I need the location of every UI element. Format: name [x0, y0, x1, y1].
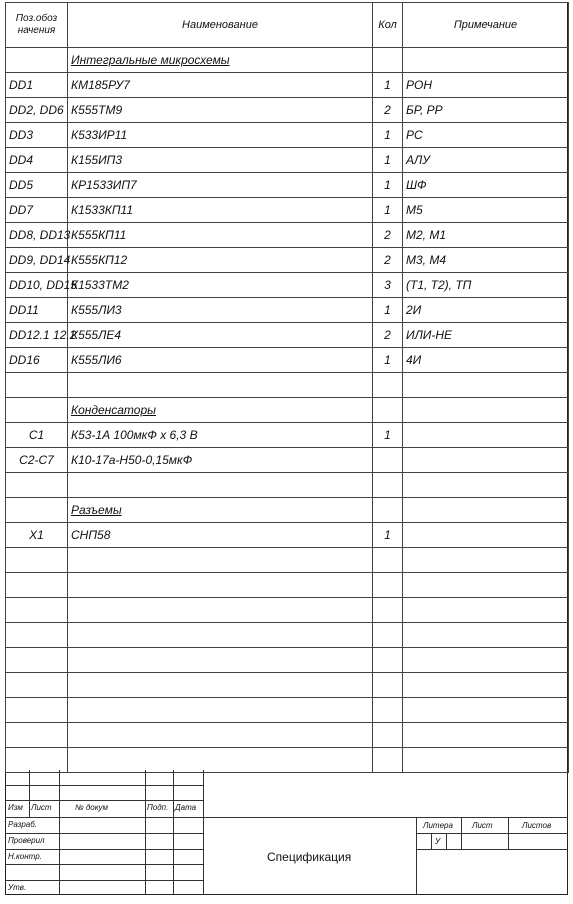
cell-qty [373, 398, 403, 423]
tb-developed-label: Разраб. [8, 820, 37, 829]
title-block [5, 770, 568, 895]
cell-name: К555КП11 [68, 223, 373, 248]
cell-qty [373, 498, 403, 523]
cell-qty [373, 548, 403, 573]
cell-qty: 2 [373, 248, 403, 273]
cell-position: DD11 [6, 298, 68, 323]
table-row [6, 348, 569, 373]
table-row [6, 673, 569, 698]
cell-name: СНП58 [68, 523, 373, 548]
cell-note [403, 748, 569, 773]
tb-list-label: Лист [31, 803, 52, 812]
cell-position [6, 398, 68, 423]
cell-name: КР1533ИП7 [68, 173, 373, 198]
cell-note: БР, РР [403, 98, 569, 123]
table-row [6, 248, 569, 273]
cell-name [68, 473, 373, 498]
cell-qty: 1 [373, 423, 403, 448]
table-row [6, 723, 569, 748]
cell-note [403, 473, 569, 498]
table-row [6, 73, 569, 98]
specification-table [5, 2, 569, 773]
table-row [6, 48, 569, 73]
cell-note: М5 [403, 198, 569, 223]
cell-name [68, 673, 373, 698]
tb-norm-control-label: Н.контр. [8, 852, 42, 861]
table-row [6, 373, 569, 398]
table-row [6, 223, 569, 248]
cell-qty: 1 [373, 198, 403, 223]
cell-position [6, 548, 68, 573]
cell-qty [373, 473, 403, 498]
cell-position: C2-C7 [6, 448, 68, 473]
specification-body [6, 48, 569, 773]
cell-position: DD7 [6, 198, 68, 223]
cell-qty: 1 [373, 523, 403, 548]
cell-qty [373, 723, 403, 748]
cell-qty: 2 [373, 98, 403, 123]
cell-note [403, 523, 569, 548]
cell-name: К533ИР11 [68, 123, 373, 148]
table-row [6, 598, 569, 623]
cell-name: К155ИП3 [68, 148, 373, 173]
cell-note: (Т1, Т2), ТП [403, 273, 569, 298]
tb-sheets-label: Листов [522, 821, 552, 830]
cell-qty: 1 [373, 298, 403, 323]
cell-position [6, 698, 68, 723]
cell-qty [373, 48, 403, 73]
cell-note [403, 48, 569, 73]
header-note: Примечание [403, 3, 569, 48]
document-title: Спецификация [267, 850, 352, 864]
tb-izm-label: Изм [8, 803, 23, 812]
section-heading: Конденсаторы [68, 398, 373, 423]
cell-name [68, 573, 373, 598]
table-row [6, 698, 569, 723]
cell-position [6, 573, 68, 598]
cell-qty [373, 748, 403, 773]
cell-position [6, 748, 68, 773]
section-heading: Разъемы [68, 498, 373, 523]
cell-note [403, 573, 569, 598]
cell-name: К555ТМ9 [68, 98, 373, 123]
cell-name [68, 748, 373, 773]
cell-position: DD9, DD14 [6, 248, 68, 273]
table-row [6, 298, 569, 323]
header-row [6, 3, 569, 48]
table-row [6, 123, 569, 148]
cell-name [68, 623, 373, 648]
cell-note [403, 623, 569, 648]
cell-note: 4И [403, 348, 569, 373]
tb-approved-label: Утв. [8, 883, 27, 892]
cell-qty: 1 [373, 123, 403, 148]
cell-position: DD12.1 12.2 [6, 323, 68, 348]
cell-name: К555ЛИ3 [68, 298, 373, 323]
cell-position [6, 623, 68, 648]
cell-note [403, 398, 569, 423]
cell-qty [373, 448, 403, 473]
cell-qty [373, 648, 403, 673]
table-row [6, 273, 569, 298]
cell-position: DD10, DD15 [6, 273, 68, 298]
cell-name: К10-17а-Н50-0,15мкФ [68, 448, 373, 473]
cell-qty: 2 [373, 323, 403, 348]
cell-position [6, 723, 68, 748]
cell-note: М2, М1 [403, 223, 569, 248]
cell-position: DD2, DD6 [6, 98, 68, 123]
cell-position [6, 473, 68, 498]
cell-name [68, 373, 373, 398]
cell-position [6, 498, 68, 523]
cell-qty [373, 373, 403, 398]
cell-position [6, 648, 68, 673]
cell-note [403, 673, 569, 698]
cell-position [6, 598, 68, 623]
table-row [6, 498, 569, 523]
cell-qty: 3 [373, 273, 403, 298]
table-row [6, 473, 569, 498]
table-row [6, 398, 569, 423]
cell-qty: 2 [373, 223, 403, 248]
table-row [6, 198, 569, 223]
cell-name [68, 598, 373, 623]
cell-position [6, 673, 68, 698]
table-row [6, 623, 569, 648]
table-row [6, 148, 569, 173]
cell-name: К1533КП11 [68, 198, 373, 223]
cell-name: К555КП12 [68, 248, 373, 273]
cell-note [403, 698, 569, 723]
tb-sheet-label: Лист [472, 821, 493, 830]
cell-qty [373, 623, 403, 648]
cell-qty: 1 [373, 348, 403, 373]
cell-position: DD16 [6, 348, 68, 373]
cell-name [68, 648, 373, 673]
cell-note [403, 423, 569, 448]
table-row [6, 448, 569, 473]
cell-position: DD4 [6, 148, 68, 173]
cell-position: DD5 [6, 173, 68, 198]
cell-qty [373, 673, 403, 698]
cell-name [68, 698, 373, 723]
tb-sign-label: Подп. [147, 803, 169, 812]
cell-name: К555ЛИ6 [68, 348, 373, 373]
tb-litera-value: У [435, 837, 441, 846]
section-heading: Интегральные микросхемы [68, 48, 373, 73]
cell-note [403, 498, 569, 523]
table-row [6, 748, 569, 773]
cell-position [6, 373, 68, 398]
tb-checked-label: Проверил [8, 836, 45, 845]
cell-qty: 1 [373, 148, 403, 173]
table-row [6, 648, 569, 673]
table-row [6, 173, 569, 198]
cell-qty [373, 573, 403, 598]
cell-note: М3, М4 [403, 248, 569, 273]
cell-position [6, 48, 68, 73]
cell-qty: 1 [373, 73, 403, 98]
tb-date-label: Дата [175, 803, 197, 812]
header-qty: Кол [373, 3, 403, 48]
cell-position: X1 [6, 523, 68, 548]
cell-note [403, 448, 569, 473]
cell-note: 2И [403, 298, 569, 323]
cell-note [403, 373, 569, 398]
cell-name: КМ185РУ7 [68, 73, 373, 98]
cell-qty [373, 698, 403, 723]
cell-note: РС [403, 123, 569, 148]
cell-position: DD1 [6, 73, 68, 98]
cell-qty: 1 [373, 173, 403, 198]
cell-name: К555ЛЕ4 [68, 323, 373, 348]
cell-note: ИЛИ-НЕ [403, 323, 569, 348]
cell-position: DD8, DD13 [6, 223, 68, 248]
table-row [6, 573, 569, 598]
cell-note [403, 723, 569, 748]
cell-note [403, 548, 569, 573]
cell-name [68, 723, 373, 748]
tb-doc-no-label: № докум [75, 803, 109, 812]
cell-qty [373, 598, 403, 623]
table-row [6, 323, 569, 348]
cell-position: DD3 [6, 123, 68, 148]
cell-note [403, 648, 569, 673]
cell-note: АЛУ [403, 148, 569, 173]
table-row [6, 423, 569, 448]
cell-note: ШФ [403, 173, 569, 198]
cell-note [403, 598, 569, 623]
cell-name [68, 548, 373, 573]
table-row [6, 548, 569, 573]
cell-name: К1533ТМ2 [68, 273, 373, 298]
header-name: Наименование [68, 3, 373, 48]
table-row [6, 523, 569, 548]
tb-litera-label: Литера [423, 821, 453, 830]
cell-name: К53-1А 100мкФ х 6,3 В [68, 423, 373, 448]
table-row [6, 98, 569, 123]
cell-position: C1 [6, 423, 68, 448]
cell-note: РОН [403, 73, 569, 98]
header-position: Поз.обоз начения [6, 3, 68, 48]
